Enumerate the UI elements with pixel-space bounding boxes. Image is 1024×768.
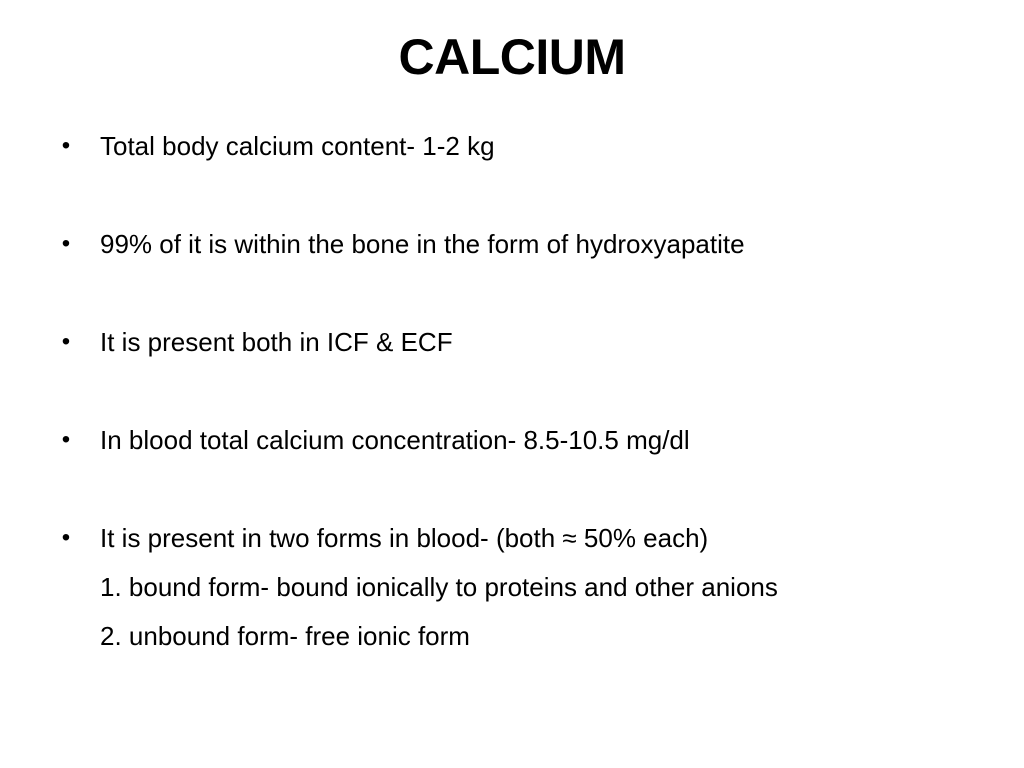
bullet-dot-icon: •: [61, 426, 71, 453]
bullet-item: [0, 322, 1024, 362]
bullet-dot-icon: •: [61, 230, 71, 257]
bullet-item: [0, 126, 1024, 166]
sub-item: [0, 567, 1024, 607]
bullet-text: Total body calcium content- 1-2 kg: [100, 131, 495, 161]
bullet-text: 99% of it is within the bone in the form of hydroxyapatite: [100, 229, 745, 259]
bullet-dot-icon: •: [61, 132, 71, 159]
sub-item: [0, 616, 1024, 656]
sub-item-text: 1. bound form- bound ionically to proteins and other anions: [100, 572, 778, 602]
sub-item-text: 2. unbound form- free ionic form: [100, 621, 470, 651]
bullet-item: [0, 420, 1024, 460]
bullet-dot-icon: •: [61, 328, 71, 355]
bullet-text: It is present in two forms in blood- (both ≈ 50% each): [100, 523, 709, 553]
slide-title: CALCIUM: [398, 29, 626, 85]
bullet-text: In blood total calcium concentration- 8.5-10.5 mg/dl: [100, 425, 690, 455]
bullet-item: [0, 518, 1024, 558]
bullet-text: It is present both in ICF & ECF: [100, 327, 453, 357]
bullet-item: [0, 224, 1024, 264]
bullet-dot-icon: •: [61, 524, 71, 551]
